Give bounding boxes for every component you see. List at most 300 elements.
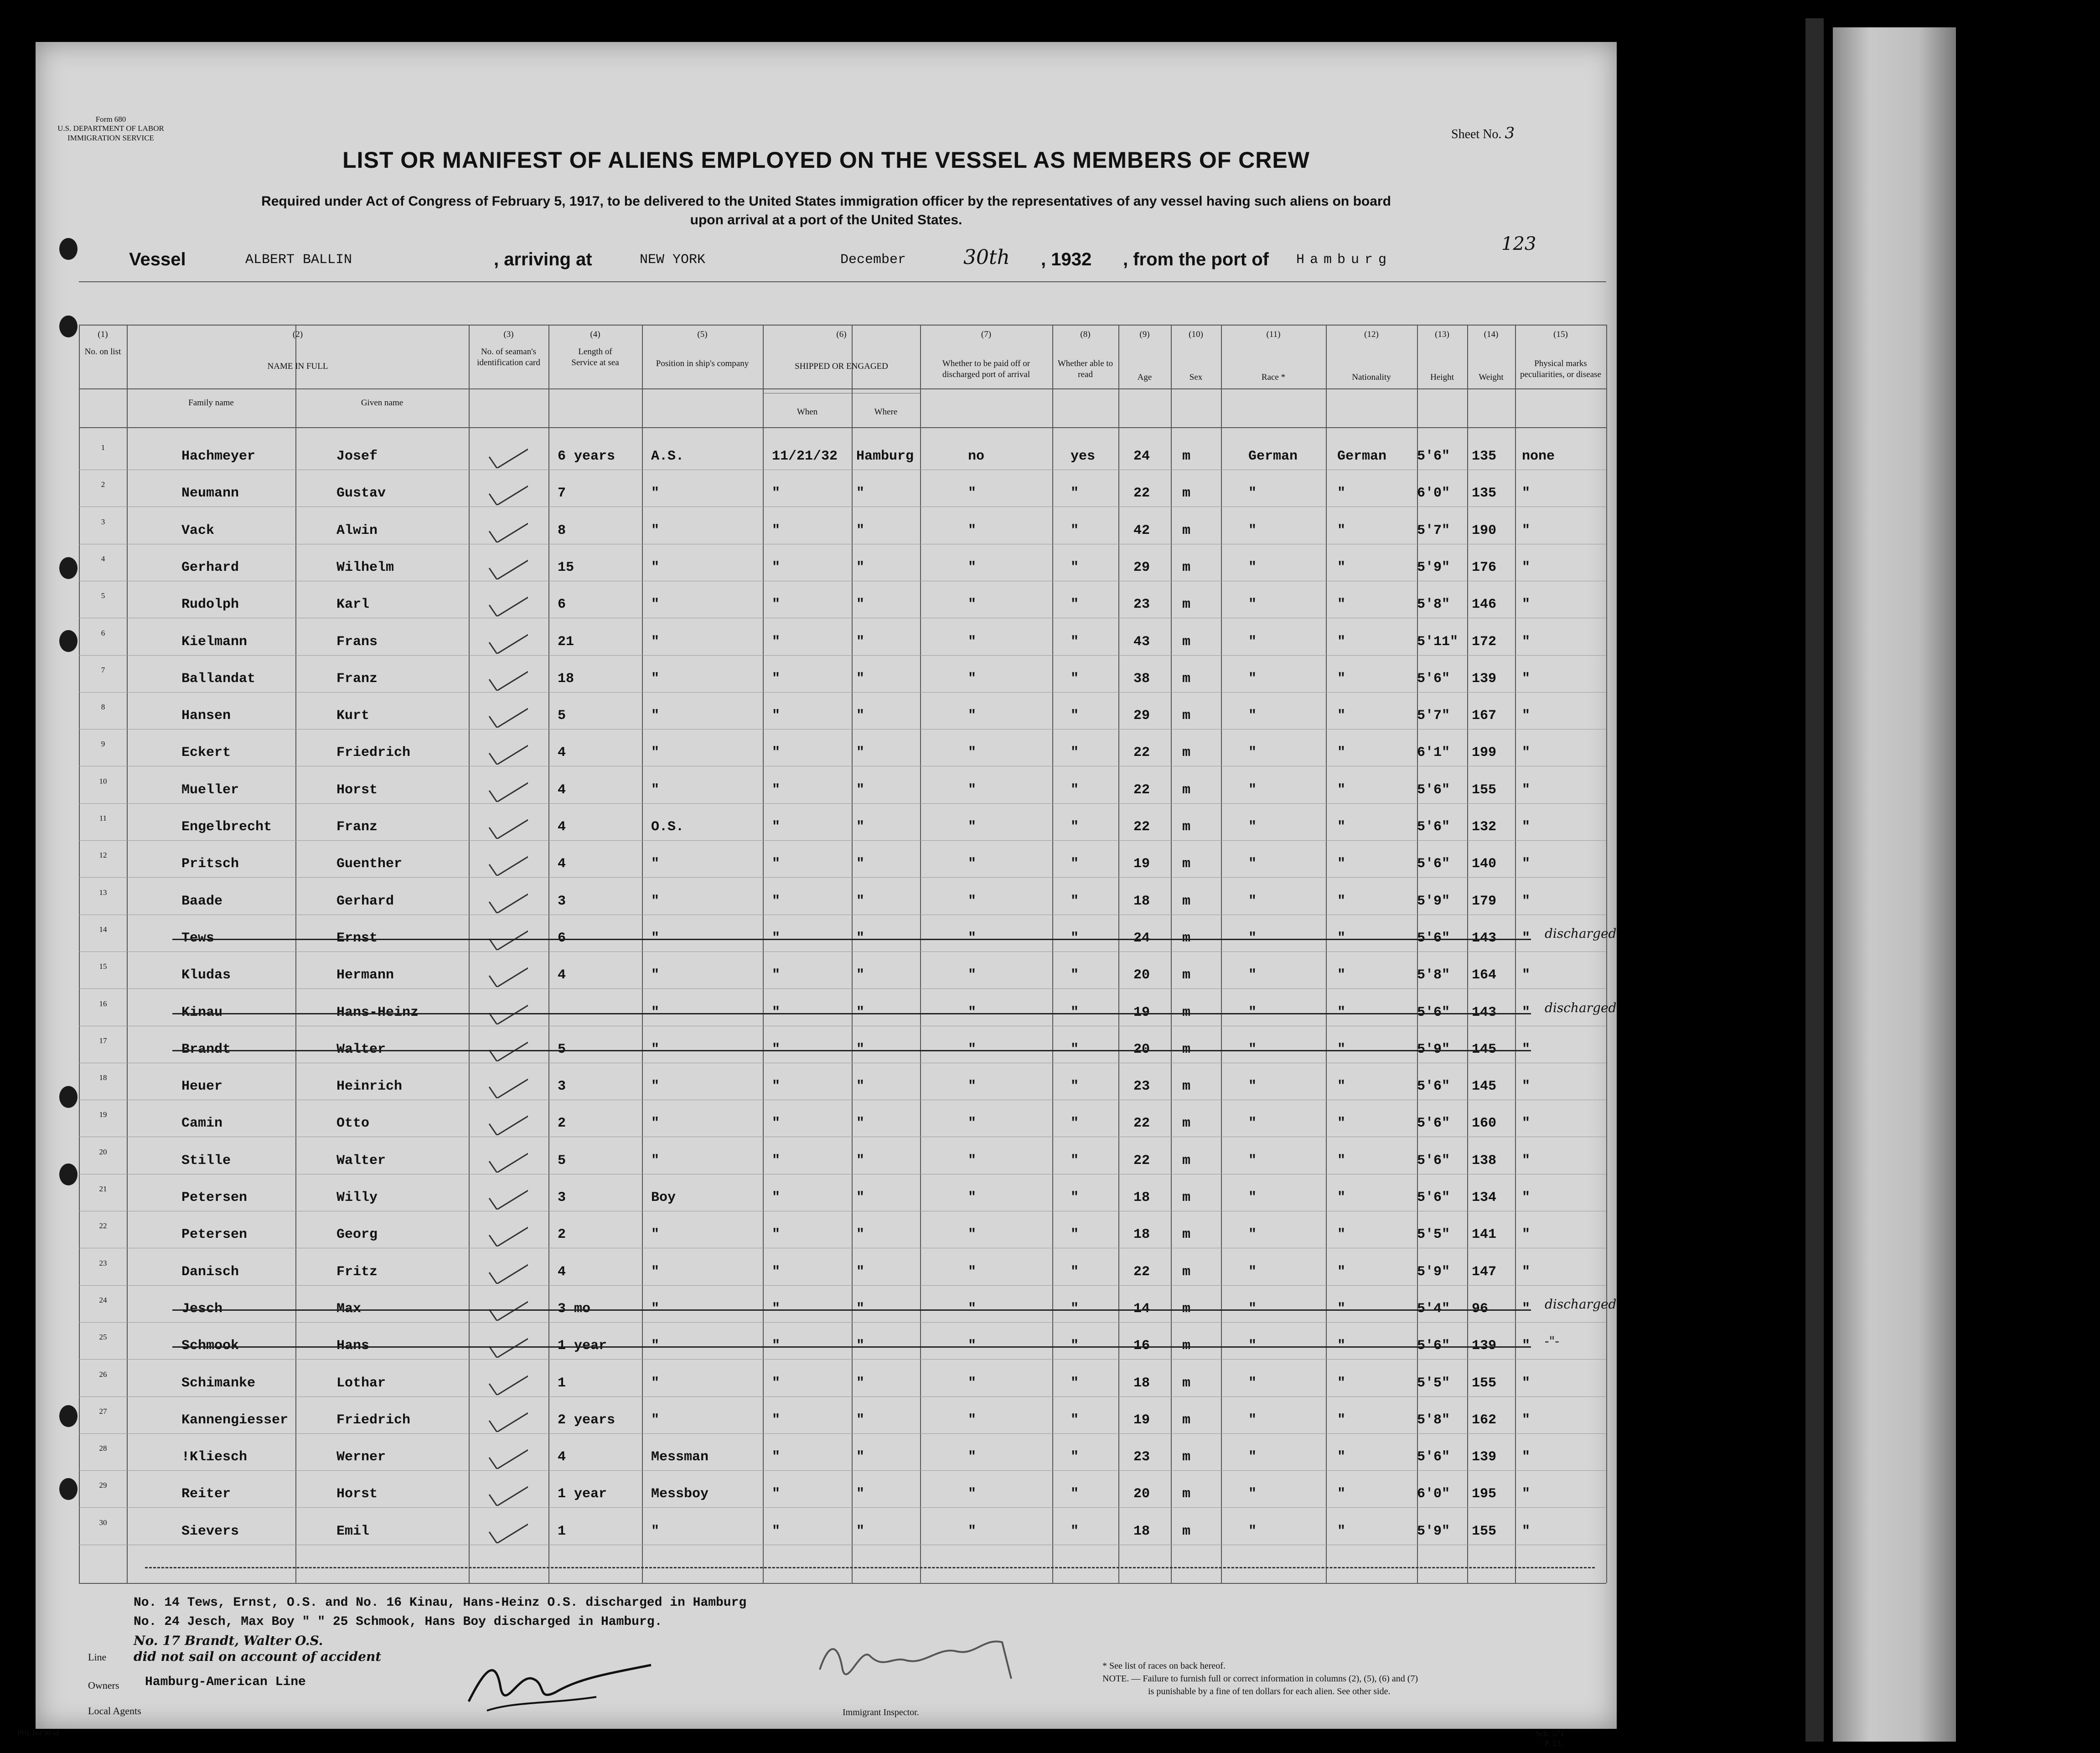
family-name: Vack <box>181 522 215 538</box>
paid-off: " <box>968 819 977 835</box>
service-length: 4 <box>558 1449 566 1465</box>
strike-through-line <box>172 1013 1531 1014</box>
col7-header: (7) Whether to be paid off or discharged port of arrival <box>942 330 1030 379</box>
row-number: 25 <box>99 1333 107 1342</box>
race: " <box>1248 634 1257 650</box>
race: " <box>1248 522 1257 538</box>
fine-note-2: is punishable by a fine of ten dollars for each alien. See other side. <box>1148 1686 1391 1696</box>
row-number: 17 <box>99 1036 107 1045</box>
able-to-read: " <box>1071 893 1079 909</box>
able-to-read: " <box>1071 1375 1079 1391</box>
sex: m <box>1182 1449 1191 1465</box>
able-to-read: " <box>1071 967 1079 983</box>
height: 5'7" <box>1417 522 1450 538</box>
weight: 190 <box>1472 522 1497 538</box>
able-to-read: " <box>1071 522 1079 538</box>
vessel-line <box>129 246 1520 277</box>
service-length: 6 years <box>558 449 616 464</box>
weight: 139 <box>1472 1338 1497 1354</box>
able-to-read: " <box>1071 1301 1079 1317</box>
row-number: 26 <box>99 1370 107 1379</box>
service-length: 1 <box>558 1375 566 1391</box>
physical-marks: " <box>1522 1523 1531 1539</box>
family-name: Gerhard <box>181 559 239 575</box>
id-card-checkmark <box>487 480 528 505</box>
vessel-name: ALBERT BALLIN <box>245 252 352 268</box>
service-length: 5 <box>558 1153 566 1169</box>
col5-header: (5) Position in ship's company <box>656 330 749 368</box>
family-name: Brandt <box>181 1041 231 1057</box>
physical-marks: " <box>1522 930 1531 946</box>
row-rule <box>79 1470 1606 1471</box>
id-card-checkmark <box>487 1296 528 1321</box>
shipped-when: " <box>772 597 781 613</box>
row-rule <box>79 655 1606 656</box>
nationality: " <box>1337 708 1346 724</box>
able-to-read: " <box>1071 1264 1079 1280</box>
col2-header: NAME IN FULL <box>267 362 328 371</box>
height: 5'6" <box>1417 1079 1450 1095</box>
race: " <box>1248 1449 1257 1465</box>
physical-marks: " <box>1522 782 1531 798</box>
family-name: Kludas <box>181 967 231 983</box>
shipped-when: " <box>772 1041 781 1057</box>
ship-position: " <box>651 708 660 724</box>
physical-marks: " <box>1522 486 1531 502</box>
physical-marks: " <box>1522 708 1531 724</box>
row-number: 22 <box>99 1221 107 1231</box>
physical-marks: " <box>1522 1190 1531 1205</box>
shipped-when: " <box>772 745 781 761</box>
row-number: 28 <box>99 1444 107 1453</box>
col13-header: (13) Height <box>1430 330 1454 382</box>
column-rule <box>852 325 853 1583</box>
nationality: " <box>1337 1375 1346 1391</box>
shipped-when: " <box>772 708 781 724</box>
sex: m <box>1182 1264 1191 1280</box>
id-card-checkmark <box>487 777 528 802</box>
row-rule <box>79 951 1606 952</box>
age: 29 <box>1133 559 1150 575</box>
shipped-when: " <box>772 634 781 650</box>
race: " <box>1248 1041 1257 1057</box>
weight: 162 <box>1472 1412 1497 1428</box>
shipped-where: " <box>856 967 865 983</box>
nationality: " <box>1337 856 1346 872</box>
family-name: Eckert <box>181 745 231 761</box>
row-number: 13 <box>99 888 107 897</box>
col10-header: (10) Sex <box>1189 330 1203 382</box>
weight: 160 <box>1472 1116 1497 1132</box>
race: " <box>1248 1004 1257 1020</box>
race: " <box>1248 1375 1257 1391</box>
paid-off: " <box>968 486 977 502</box>
strike-through-line <box>172 939 1531 940</box>
weight: 179 <box>1472 893 1497 909</box>
ship-position: " <box>651 1041 660 1057</box>
able-to-read: " <box>1071 856 1079 872</box>
column-rule <box>763 325 764 1583</box>
paid-off: " <box>968 1375 977 1391</box>
physical-marks: " <box>1522 1449 1531 1465</box>
ship-position: " <box>651 522 660 538</box>
height: 5'6" <box>1417 1116 1450 1132</box>
paid-off: " <box>968 1264 977 1280</box>
owners-label: Owners <box>88 1680 119 1691</box>
ship-position: " <box>651 1338 660 1354</box>
col6-number: (6) <box>836 330 847 339</box>
nationality: " <box>1337 634 1346 650</box>
col6-header: SHIPPED OR ENGAGED <box>795 362 888 371</box>
race: " <box>1248 1227 1257 1243</box>
binder-hole <box>59 1478 78 1500</box>
nationality: " <box>1337 1227 1346 1243</box>
weight: 145 <box>1472 1079 1497 1095</box>
ship-position: " <box>651 1523 660 1539</box>
discharge-note: discharged <box>1545 926 1617 941</box>
race: " <box>1248 782 1257 798</box>
given-name: Kurt <box>336 708 370 724</box>
physical-marks: " <box>1522 1041 1531 1057</box>
sex: m <box>1182 1486 1191 1502</box>
given-name: Alwin <box>336 522 378 538</box>
column-rule <box>1326 325 1327 1583</box>
nationality: " <box>1337 1301 1346 1317</box>
binder-hole <box>59 1086 78 1108</box>
service-length: 4 <box>558 1264 566 1280</box>
shipped-where: " <box>856 634 865 650</box>
paid-off: " <box>968 634 977 650</box>
arrival-month: December <box>840 252 906 268</box>
id-card-checkmark <box>487 1370 528 1395</box>
able-to-read: " <box>1071 708 1079 724</box>
height: 5'6" <box>1417 1190 1450 1205</box>
age: 19 <box>1133 1412 1150 1428</box>
col2a-header: Family name <box>188 398 234 408</box>
paid-off: " <box>968 1116 977 1132</box>
shipped-when: " <box>772 486 781 502</box>
sex: m <box>1182 1375 1191 1391</box>
sheet-number: 3 <box>1505 124 1515 142</box>
weight: 141 <box>1472 1227 1497 1243</box>
service-length: 15 <box>558 559 574 575</box>
shipped-where: " <box>856 1116 865 1132</box>
name-subrule <box>295 388 642 389</box>
column-rule <box>1417 325 1418 1583</box>
row-number: 15 <box>99 962 107 971</box>
age: 18 <box>1133 1523 1150 1539</box>
family-name: Baade <box>181 893 223 909</box>
row-number: 9 <box>101 739 105 749</box>
id-card-checkmark <box>487 851 528 876</box>
family-name: Schmook <box>181 1338 239 1354</box>
ship-position: " <box>651 782 660 798</box>
shipped-where: " <box>856 893 865 909</box>
age: 22 <box>1133 1116 1150 1132</box>
ship-position: " <box>651 1153 660 1169</box>
height: 6'0" <box>1417 1486 1450 1502</box>
arriving-port: NEW YORK <box>640 252 706 268</box>
arrival-day: 30th <box>963 246 1010 269</box>
shipped-when: " <box>772 782 781 798</box>
able-to-read: " <box>1071 1412 1079 1428</box>
discharge-note: discharged <box>1545 1000 1617 1015</box>
physical-marks: " <box>1522 559 1531 575</box>
paid-off: " <box>968 856 977 872</box>
id-card-checkmark <box>487 925 528 950</box>
able-to-read: " <box>1071 819 1079 835</box>
column-rule <box>1606 325 1607 1583</box>
able-to-read: " <box>1071 1338 1079 1354</box>
row-number: 19 <box>99 1110 107 1119</box>
shipped-when: " <box>772 819 781 835</box>
sex: m <box>1182 1523 1191 1539</box>
nationality: " <box>1337 1004 1346 1020</box>
physical-marks: " <box>1522 671 1531 687</box>
id-card-checkmark <box>487 443 528 468</box>
race: " <box>1248 967 1257 983</box>
sex: m <box>1182 1338 1191 1354</box>
height: 5'9" <box>1417 1041 1450 1057</box>
column-rule <box>127 325 128 1583</box>
shipped-when: " <box>772 1486 781 1502</box>
paid-off: " <box>968 893 977 909</box>
height: 5'8" <box>1417 1412 1450 1428</box>
id-card-checkmark <box>487 814 528 839</box>
age: 38 <box>1133 671 1150 687</box>
physical-marks: " <box>1522 1412 1531 1428</box>
id-card-checkmark <box>487 1073 528 1098</box>
family-name: Mueller <box>181 782 239 798</box>
service-length: 7 <box>558 486 566 502</box>
paid-off: " <box>968 1227 977 1243</box>
able-to-read: " <box>1071 782 1079 798</box>
given-name: Franz <box>336 819 378 835</box>
id-card-checkmark <box>487 666 528 691</box>
strike-through-line <box>172 1050 1531 1051</box>
shipped-where: Hamburg <box>856 449 914 464</box>
age: 16 <box>1133 1338 1150 1354</box>
able-to-read: " <box>1071 1041 1079 1057</box>
race: " <box>1248 1412 1257 1428</box>
age: 22 <box>1133 819 1150 835</box>
physical-marks: " <box>1522 1301 1531 1317</box>
ship-position: " <box>651 671 660 687</box>
height: 5'5" <box>1417 1227 1450 1243</box>
service-length: 4 <box>558 819 566 835</box>
shipped-where: " <box>856 819 865 835</box>
shipped-when: " <box>772 1190 781 1205</box>
adjacent-page-edge <box>1833 27 1956 1742</box>
binder-hole <box>59 315 78 337</box>
nationality: " <box>1337 486 1346 502</box>
master-signature <box>460 1647 669 1720</box>
column-rule <box>642 325 643 1583</box>
service-length: 3 <box>558 1079 566 1095</box>
id-card-checkmark <box>487 888 528 913</box>
paid-off: " <box>968 1486 977 1502</box>
weight: 195 <box>1472 1486 1497 1502</box>
from-port: Hamburg <box>1296 252 1392 268</box>
paid-off: " <box>968 1412 977 1428</box>
age: 19 <box>1133 1004 1150 1020</box>
race: " <box>1248 819 1257 835</box>
able-to-read: " <box>1071 634 1079 650</box>
paid-off: " <box>968 559 977 575</box>
shipped-where: " <box>856 1227 865 1243</box>
row-number: 29 <box>99 1481 107 1490</box>
id-card-checkmark <box>487 517 528 543</box>
age: 22 <box>1133 1153 1150 1169</box>
age: 14 <box>1133 1301 1150 1317</box>
id-card-checkmark <box>487 1184 528 1210</box>
nationality: " <box>1337 1190 1346 1205</box>
column-rule <box>1171 325 1172 1583</box>
subtitle-line-1: Required under Act of Congress of February 5, 1917, to be delivered to the United States immigration officer by the representatives of any vessel having such aliens on board <box>261 194 1391 209</box>
shipped-when: " <box>772 893 781 909</box>
rule <box>79 325 1606 326</box>
strike-through-line <box>172 1309 1531 1311</box>
row-number: 8 <box>101 703 105 712</box>
sex: m <box>1182 967 1191 983</box>
physical-marks: " <box>1522 1264 1531 1280</box>
sex: m <box>1182 856 1191 872</box>
paid-off: " <box>968 745 977 761</box>
age: 18 <box>1133 1227 1150 1243</box>
family-name: Hachmeyer <box>181 449 256 464</box>
arriving-label: , arriving at <box>494 249 592 269</box>
sex: m <box>1182 597 1191 613</box>
sheet-label: Sheet No. <box>1451 127 1502 141</box>
given-name: Horst <box>336 1486 378 1502</box>
physical-marks: " <box>1522 597 1531 613</box>
col11-header: (11) Race * <box>1261 330 1286 382</box>
paid-off: " <box>968 1338 977 1354</box>
height: 5'5" <box>1417 1375 1450 1391</box>
race: German <box>1248 449 1298 464</box>
height: 5'6" <box>1417 1338 1450 1354</box>
weight: 143 <box>1472 930 1497 946</box>
row-number: 14 <box>99 925 107 934</box>
given-name: Ernst <box>336 930 378 946</box>
shipped-when: " <box>772 1264 781 1280</box>
nationality: " <box>1337 819 1346 835</box>
paid-off: " <box>968 1004 977 1020</box>
race: " <box>1248 1190 1257 1205</box>
sex: m <box>1182 1190 1191 1205</box>
shipped-when: " <box>772 1079 781 1095</box>
service-length: 4 <box>558 782 566 798</box>
paid-off: " <box>968 671 977 687</box>
paid-off: " <box>968 967 977 983</box>
weight: 135 <box>1472 449 1497 464</box>
height: 5'9" <box>1417 893 1450 909</box>
weight: 176 <box>1472 559 1497 575</box>
family-name: Stille <box>181 1153 231 1169</box>
id-card-checkmark <box>487 629 528 654</box>
height: 5'8" <box>1417 967 1450 983</box>
shipped-where: " <box>856 1079 865 1095</box>
row-number: 23 <box>99 1258 107 1267</box>
id-card-checkmark <box>487 1518 528 1543</box>
row-number: 6 <box>101 628 105 637</box>
service-length: 3 <box>558 893 566 909</box>
binder-hole <box>59 1163 78 1185</box>
col9-header: (9) Age <box>1137 330 1152 382</box>
service-length: 21 <box>558 634 574 650</box>
row-rule <box>79 1433 1606 1434</box>
row-rule <box>79 1396 1606 1397</box>
service-length: 1 year <box>558 1486 607 1502</box>
able-to-read: " <box>1071 1486 1079 1502</box>
nationality: " <box>1337 1449 1346 1465</box>
column-rule <box>79 325 80 1583</box>
shipped-when: " <box>772 930 781 946</box>
physical-marks: " <box>1522 1153 1531 1169</box>
discharge-note: -"- <box>1545 1334 1559 1349</box>
weight: 147 <box>1472 1264 1497 1280</box>
age: 42 <box>1133 522 1150 538</box>
schedule-number: Sch. 571 <box>1536 1729 1564 1738</box>
row-rule <box>79 1322 1606 1323</box>
shipped-where: " <box>856 1523 865 1539</box>
sex: m <box>1182 559 1191 575</box>
paid-off: " <box>968 1041 977 1057</box>
service-length: 5 <box>558 708 566 724</box>
paid-off: " <box>968 1301 977 1317</box>
weight: 135 <box>1472 486 1497 502</box>
nationality: " <box>1337 1079 1346 1095</box>
ship-position: Messman <box>651 1449 709 1465</box>
nationality: " <box>1337 930 1346 946</box>
id-card-checkmark <box>487 1407 528 1432</box>
row-number: 4 <box>101 554 105 563</box>
age: 29 <box>1133 708 1150 724</box>
sex: m <box>1182 893 1191 909</box>
height: 5'6" <box>1417 782 1450 798</box>
family-name: Kinau <box>181 1004 223 1020</box>
physical-marks: " <box>1522 856 1531 872</box>
shipped-where: " <box>856 708 865 724</box>
ship-position: " <box>651 634 660 650</box>
document-title: LIST OR MANIFEST OF ALIENS EMPLOYED ON THE VESSEL AS MEMBERS OF CREW <box>342 147 1310 173</box>
sex: m <box>1182 1153 1191 1169</box>
subtitle-line-2: upon arrival at a port of the United States. <box>690 212 962 228</box>
shipped-when: " <box>772 671 781 687</box>
able-to-read: " <box>1071 1227 1079 1243</box>
given-name: Horst <box>336 782 378 798</box>
able-to-read: " <box>1071 930 1079 946</box>
given-name: Hans <box>336 1338 370 1354</box>
ship-position: " <box>651 1116 660 1132</box>
age: 23 <box>1133 1079 1150 1095</box>
physical-marks: " <box>1522 522 1531 538</box>
fine-note-1: NOTE. — Failure to furnish full or correct information in columns (2), (5), (6) and (7) <box>1102 1674 1418 1684</box>
nationality: " <box>1337 1338 1346 1354</box>
given-name: Walter <box>336 1041 386 1057</box>
height: 5'6" <box>1417 1153 1450 1169</box>
physical-marks: " <box>1522 1486 1531 1502</box>
nationality: " <box>1337 1041 1346 1057</box>
shipped-where: " <box>856 1190 865 1205</box>
given-name: Georg <box>336 1227 378 1243</box>
ship-position: Messboy <box>651 1486 709 1502</box>
line-label: Line <box>88 1651 107 1663</box>
nationality: " <box>1337 782 1346 798</box>
weight: 139 <box>1472 1449 1497 1465</box>
rule <box>79 427 1606 428</box>
race: " <box>1248 1486 1257 1502</box>
